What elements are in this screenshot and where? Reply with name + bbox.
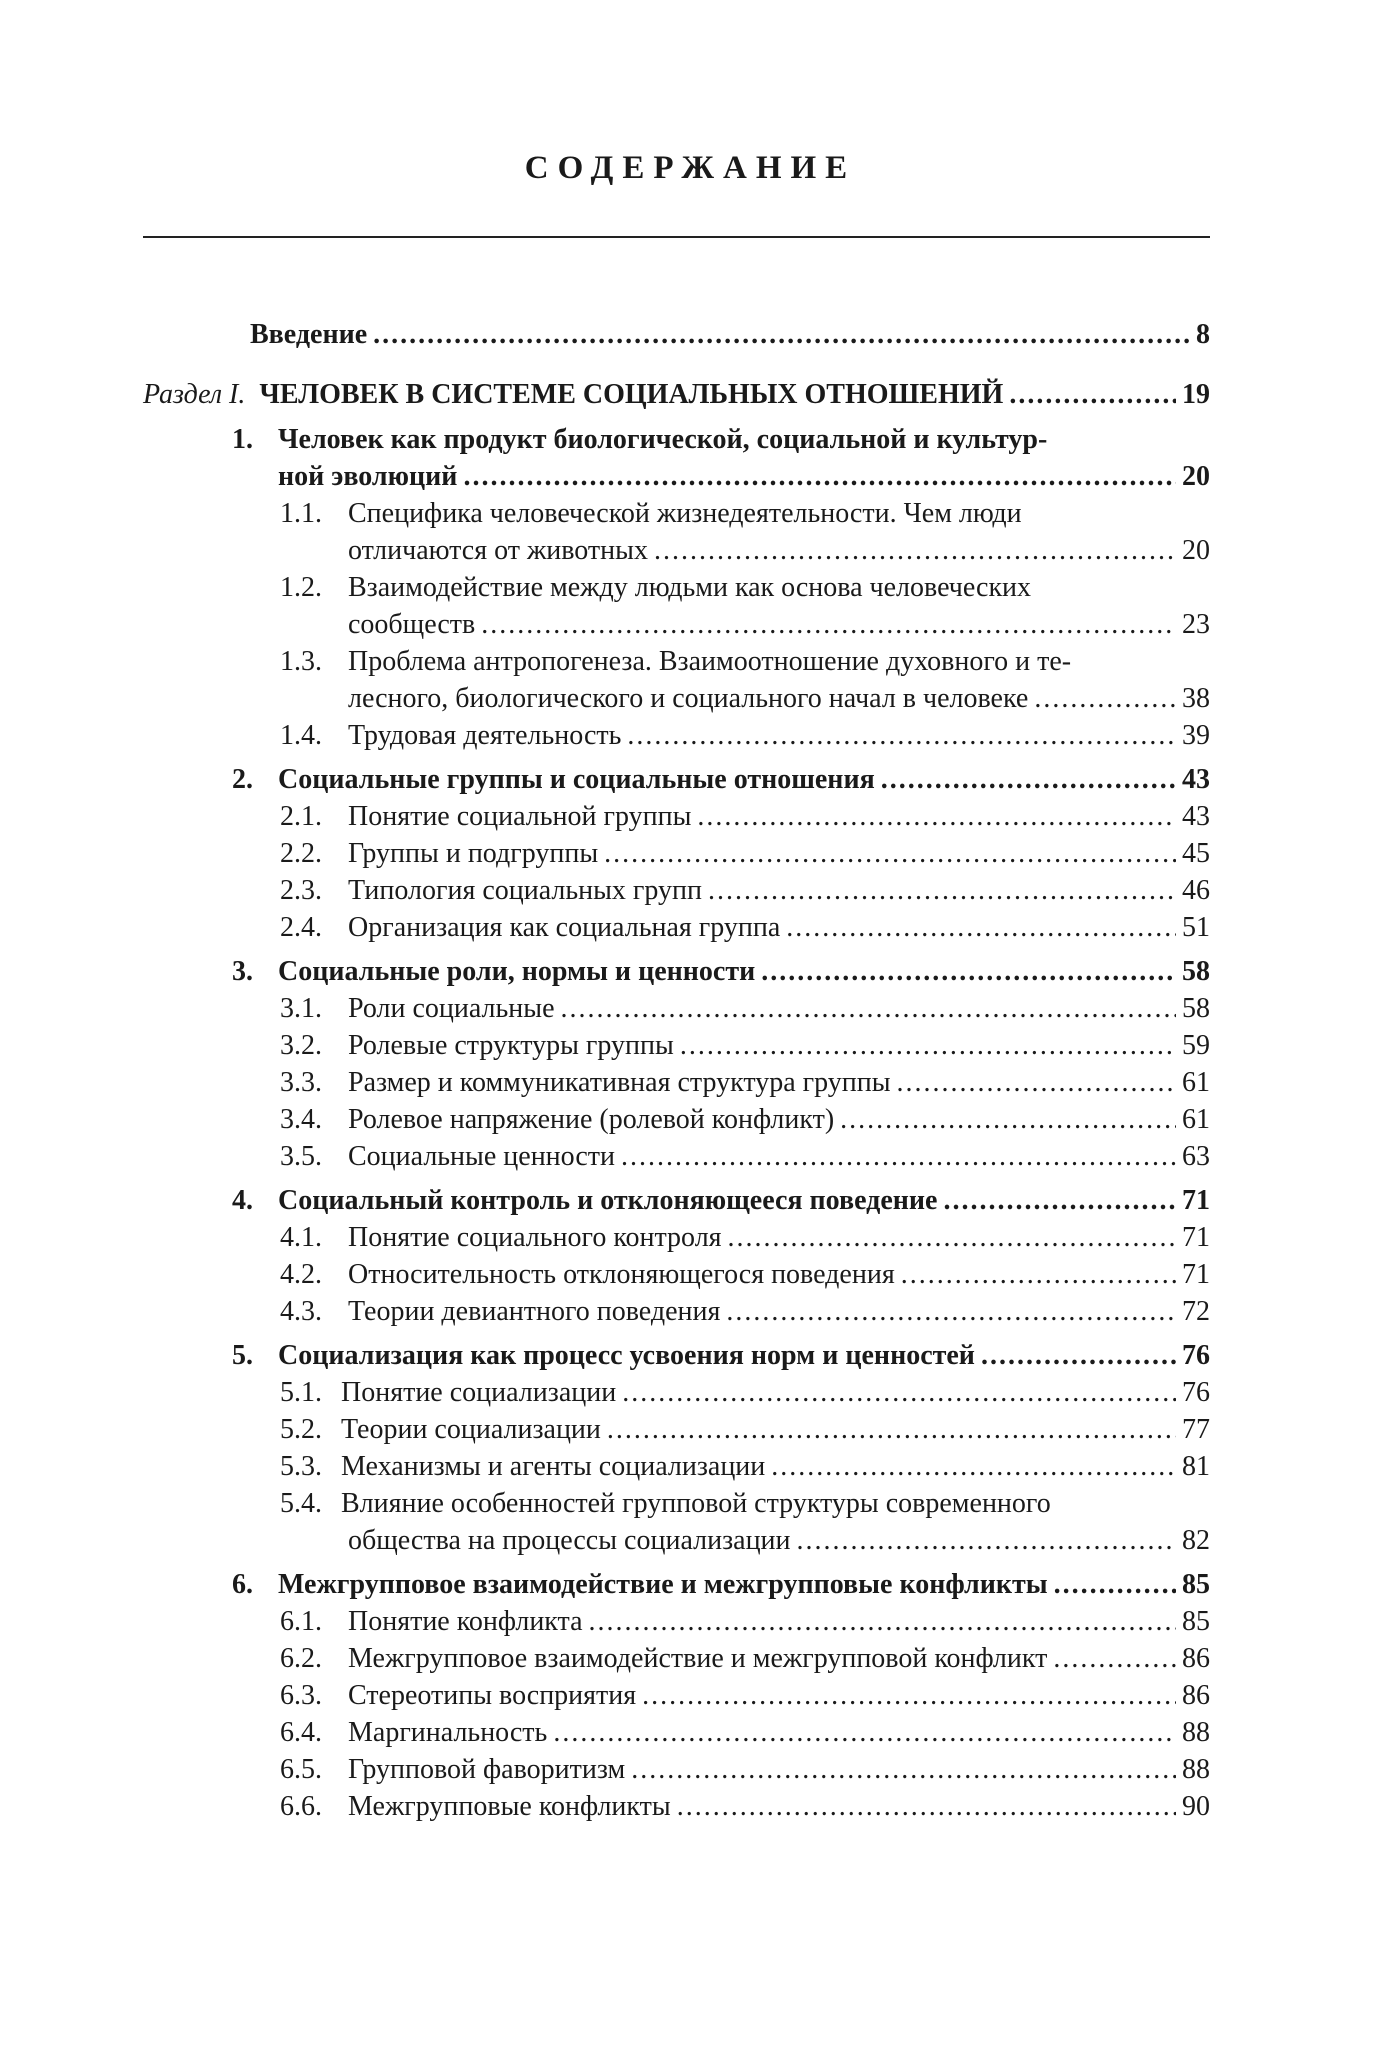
chapter-title-line bbox=[278, 423, 1047, 457]
page-number: 63 bbox=[1182, 1141, 1210, 1172]
toc-entry-section-1.2[interactable] bbox=[348, 608, 1210, 642]
toc-entry-section-6.2[interactable] bbox=[348, 1642, 1210, 1676]
entry-title: Социальные роли, нормы и ценности bbox=[278, 956, 756, 987]
toc-entry-section-2.1[interactable] bbox=[348, 800, 1210, 834]
toc-entry-section-5.3[interactable] bbox=[341, 1450, 1210, 1484]
toc-entry-section-6.5[interactable] bbox=[348, 1753, 1210, 1787]
page-number: 46 bbox=[1182, 875, 1210, 906]
leader-dots bbox=[654, 534, 1176, 568]
toc-entry-section-5.2[interactable] bbox=[341, 1413, 1210, 1447]
section-title-line-text: Влияние особенностей групповой структуры современного bbox=[341, 1488, 1051, 1519]
entry-title: Ролевое напряжение (ролевой конфликт) bbox=[348, 1104, 835, 1135]
page-number: 61 bbox=[1182, 1067, 1210, 1098]
page-title: СОДЕРЖАНИЕ bbox=[524, 150, 857, 186]
entry-title: Понятие социализации bbox=[341, 1377, 617, 1408]
leader-dots bbox=[677, 1790, 1176, 1824]
page-number: 20 bbox=[1182, 535, 1210, 566]
leader-dots bbox=[642, 1679, 1176, 1713]
section-number: 6.6. bbox=[280, 1791, 322, 1822]
entry-title: Роли социальные bbox=[348, 993, 555, 1024]
toc-entry-section-2.3[interactable] bbox=[348, 874, 1210, 908]
page-number: 86 bbox=[1182, 1680, 1210, 1711]
page-number: 38 bbox=[1182, 683, 1210, 714]
chapter-number: 3. bbox=[232, 956, 253, 987]
leader-dots bbox=[589, 1605, 1176, 1639]
section-number: 5.3. bbox=[280, 1451, 322, 1482]
leader-dots bbox=[1034, 682, 1176, 716]
toc-entry-section-1.4[interactable] bbox=[348, 719, 1210, 753]
leader-dots bbox=[897, 1066, 1176, 1100]
page-number: 58 bbox=[1182, 993, 1210, 1024]
page-number: 45 bbox=[1182, 838, 1210, 869]
leader-dots bbox=[728, 1221, 1176, 1255]
section-title-line bbox=[348, 571, 1031, 605]
leader-dots bbox=[622, 1376, 1176, 1410]
entry-title: Теории социализации bbox=[341, 1414, 601, 1445]
page-number: 86 bbox=[1182, 1643, 1210, 1674]
leader-dots bbox=[607, 1413, 1176, 1447]
toc-entry-section-3.2[interactable] bbox=[348, 1029, 1210, 1063]
chapter-number: 6. bbox=[232, 1569, 253, 1600]
chapter-number: 1. bbox=[232, 424, 253, 455]
entry-title: Типология социальных групп bbox=[348, 875, 703, 906]
entry-title: Введение bbox=[250, 319, 368, 350]
leader-dots bbox=[1009, 378, 1176, 412]
page-number: 71 bbox=[1182, 1259, 1210, 1290]
entry-title: Социализация как процесс усвоения норм и ценностей bbox=[278, 1340, 975, 1371]
entry-title: Социальные группы и социальные отношения bbox=[278, 764, 875, 795]
section-number: 5.1. bbox=[280, 1377, 322, 1408]
toc-entry-section-3.4[interactable] bbox=[348, 1103, 1210, 1137]
toc-entry-chapter-6[interactable] bbox=[278, 1568, 1210, 1602]
toc-entry-section-1.1[interactable] bbox=[348, 534, 1210, 568]
page-number: 71 bbox=[1182, 1185, 1210, 1216]
toc-entry-chapter-5[interactable] bbox=[278, 1339, 1210, 1373]
section-number: 3.2. bbox=[280, 1030, 322, 1061]
toc-entry-section-6.1[interactable] bbox=[348, 1605, 1210, 1639]
entry-title: Ролевые структуры группы bbox=[348, 1030, 674, 1061]
leader-dots bbox=[1053, 1642, 1176, 1676]
toc-entry-section-4.1[interactable] bbox=[348, 1221, 1210, 1255]
leader-dots bbox=[627, 719, 1176, 753]
page-number: 82 bbox=[1182, 1525, 1210, 1556]
entry-title: Социальный контроль и отклоняющееся поведение bbox=[278, 1185, 938, 1216]
section-number: 4.2. bbox=[280, 1259, 322, 1290]
toc-entry-intro[interactable] bbox=[250, 318, 1210, 352]
leader-dots bbox=[901, 1258, 1176, 1292]
entry-title: Понятие социальной группы bbox=[348, 801, 692, 832]
entry-title: Стереотипы восприятия bbox=[348, 1680, 637, 1711]
part-title: ЧЕЛОВЕК В СИСТЕМЕ СОЦИАЛЬНЫХ ОТНОШЕНИЙ bbox=[259, 379, 1004, 410]
section-title-line-text: Взаимодействие между людьми как основа человеческих bbox=[348, 572, 1032, 603]
section-number: 1.3. bbox=[280, 646, 322, 677]
leader-dots bbox=[697, 800, 1176, 834]
entry-title: сообществ bbox=[348, 609, 476, 640]
entry-title: ной эволюций bbox=[278, 461, 458, 492]
toc-entry-chapter-1[interactable] bbox=[278, 460, 1210, 494]
section-number: 1.1. bbox=[280, 498, 322, 529]
entry-title: Теории девиантного поведения bbox=[348, 1296, 721, 1327]
section-number: 3.3. bbox=[280, 1067, 322, 1098]
leader-dots bbox=[621, 1140, 1176, 1174]
section-number: 6.1. bbox=[280, 1606, 322, 1637]
leader-dots bbox=[1054, 1568, 1176, 1602]
page-number: 43 bbox=[1182, 764, 1210, 795]
page-number: 19 bbox=[1182, 379, 1210, 410]
toc-entry-section-6.6[interactable] bbox=[348, 1790, 1210, 1824]
entry-title: Межгрупповые конфликты bbox=[348, 1791, 671, 1822]
chapter-number: 4. bbox=[232, 1185, 253, 1216]
entry-title: Группы и подгруппы bbox=[348, 838, 599, 869]
leader-dots bbox=[553, 1716, 1176, 1750]
page-number: 88 bbox=[1182, 1717, 1210, 1748]
entry-title: отличаются от животных bbox=[348, 535, 648, 566]
page-number: 85 bbox=[1182, 1569, 1210, 1600]
section-number: 2.2. bbox=[280, 838, 322, 869]
chapter-number: 2. bbox=[232, 764, 253, 795]
leader-dots bbox=[561, 992, 1177, 1026]
toc-entry-section-6.3[interactable] bbox=[348, 1679, 1210, 1713]
page-number: 43 bbox=[1182, 801, 1210, 832]
entry-title: Межгрупповое взаимодействие и межгрупповые конфликты bbox=[278, 1569, 1048, 1600]
toc-entry-section-4.3[interactable] bbox=[348, 1295, 1210, 1329]
toc-entry-part[interactable] bbox=[143, 378, 1210, 412]
section-number: 3.5. bbox=[280, 1141, 322, 1172]
leader-dots bbox=[373, 318, 1190, 352]
entry-title: Социальные ценности bbox=[348, 1141, 616, 1172]
page-number: 76 bbox=[1182, 1340, 1210, 1371]
page-number: 8 bbox=[1196, 319, 1210, 350]
toc-entry-section-3.3[interactable] bbox=[348, 1066, 1210, 1100]
entry-title: Организация как социальная группа bbox=[348, 912, 781, 943]
section-number: 2.3. bbox=[280, 875, 322, 906]
section-number: 2.4. bbox=[280, 912, 322, 943]
page-number: 39 bbox=[1182, 720, 1210, 751]
chapter-title-line-text: Человек как продукт биологической, социальной и культур- bbox=[278, 424, 1048, 455]
section-number: 1.2. bbox=[280, 572, 322, 603]
section-title-line bbox=[348, 497, 1022, 531]
page-number: 59 bbox=[1182, 1030, 1210, 1061]
toc-entry-chapter-3[interactable] bbox=[278, 955, 1210, 989]
toc-entry-section-3.5[interactable] bbox=[348, 1140, 1210, 1174]
toc-entry-section-1.3[interactable] bbox=[348, 682, 1210, 716]
page-number: 81 bbox=[1182, 1451, 1210, 1482]
page-number: 90 bbox=[1182, 1791, 1210, 1822]
toc-entry-chapter-4[interactable] bbox=[278, 1184, 1210, 1218]
entry-title: общества на процессы социализации bbox=[348, 1525, 791, 1556]
page-number: 88 bbox=[1182, 1754, 1210, 1785]
leader-dots bbox=[680, 1029, 1176, 1063]
leader-dots bbox=[981, 1339, 1176, 1373]
entry-title: Маргинальность bbox=[348, 1717, 548, 1748]
entry-title: Механизмы и агенты социализации bbox=[341, 1451, 766, 1482]
entry-title: Относительность отклоняющегося поведения bbox=[348, 1259, 895, 1290]
page-number: 51 bbox=[1182, 912, 1210, 943]
leader-dots bbox=[881, 763, 1176, 797]
toc-entry-section-3.1[interactable] bbox=[348, 992, 1210, 1026]
page-number: 72 bbox=[1182, 1296, 1210, 1327]
leader-dots bbox=[786, 911, 1176, 945]
section-number: 6.2. bbox=[280, 1643, 322, 1674]
section-number: 3.4. bbox=[280, 1104, 322, 1135]
page-number: 58 bbox=[1182, 956, 1210, 987]
entry-title: Трудовая деятельность bbox=[348, 720, 622, 751]
toc-entry-section-5.4[interactable] bbox=[348, 1524, 1210, 1558]
leader-dots bbox=[943, 1184, 1176, 1218]
page-number: 20 bbox=[1182, 461, 1210, 492]
section-number: 3.1. bbox=[280, 993, 322, 1024]
page-number: 71 bbox=[1182, 1222, 1210, 1253]
toc-entry-section-6.4[interactable] bbox=[348, 1716, 1210, 1750]
section-number: 1.4. bbox=[280, 720, 322, 751]
leader-dots bbox=[481, 608, 1176, 642]
page-number: 85 bbox=[1182, 1606, 1210, 1637]
section-number: 5.4. bbox=[280, 1488, 322, 1519]
section-number: 4.3. bbox=[280, 1296, 322, 1327]
leader-dots bbox=[761, 955, 1176, 989]
entry-title: Групповой фаворитизм bbox=[348, 1754, 626, 1785]
part-prefix: Раздел I. bbox=[143, 379, 246, 410]
page-number: 76 bbox=[1182, 1377, 1210, 1408]
leader-dots bbox=[840, 1103, 1176, 1137]
leader-dots bbox=[797, 1524, 1176, 1558]
section-number: 6.5. bbox=[280, 1754, 322, 1785]
section-title-line bbox=[341, 1487, 1051, 1521]
section-number: 5.2. bbox=[280, 1414, 322, 1445]
leader-dots bbox=[604, 837, 1176, 871]
section-number: 6.3. bbox=[280, 1680, 322, 1711]
leader-dots bbox=[631, 1753, 1176, 1787]
page-number: 61 bbox=[1182, 1104, 1210, 1135]
entry-title: Межгрупповое взаимодействие и межгрупповой конфликт bbox=[348, 1643, 1048, 1674]
section-number: 2.1. bbox=[280, 801, 322, 832]
leader-dots bbox=[726, 1295, 1176, 1329]
entry-title: Размер и коммуникативная структура группы bbox=[348, 1067, 891, 1098]
section-number: 4.1. bbox=[280, 1222, 322, 1253]
entry-title: лесного, биологического и социального начал в человеке bbox=[348, 683, 1029, 714]
section-number: 6.4. bbox=[280, 1717, 322, 1748]
leader-dots bbox=[463, 460, 1176, 494]
section-title-line bbox=[348, 645, 1071, 679]
leader-dots bbox=[771, 1450, 1176, 1484]
toc-entry-section-2.2[interactable] bbox=[348, 837, 1210, 871]
chapter-number: 5. bbox=[232, 1340, 253, 1371]
page-number: 77 bbox=[1182, 1414, 1210, 1445]
toc-entry-chapter-2[interactable] bbox=[278, 763, 1210, 797]
toc-entry-section-5.1[interactable] bbox=[341, 1376, 1210, 1410]
toc-entry-section-4.2[interactable] bbox=[348, 1258, 1210, 1292]
leader-dots bbox=[708, 874, 1176, 908]
section-title-line-text: Специфика человеческой жизнедеятельности. Чем люди bbox=[348, 498, 1022, 529]
entry-title: Понятие социального контроля bbox=[348, 1222, 722, 1253]
toc-entry-section-2.4[interactable] bbox=[348, 911, 1210, 945]
section-title-line-text: Проблема антропогенеза. Взаимоотношение духовного и те- bbox=[348, 646, 1072, 677]
entry-title: Понятие конфликта bbox=[348, 1606, 583, 1637]
page-number: 23 bbox=[1182, 609, 1210, 640]
